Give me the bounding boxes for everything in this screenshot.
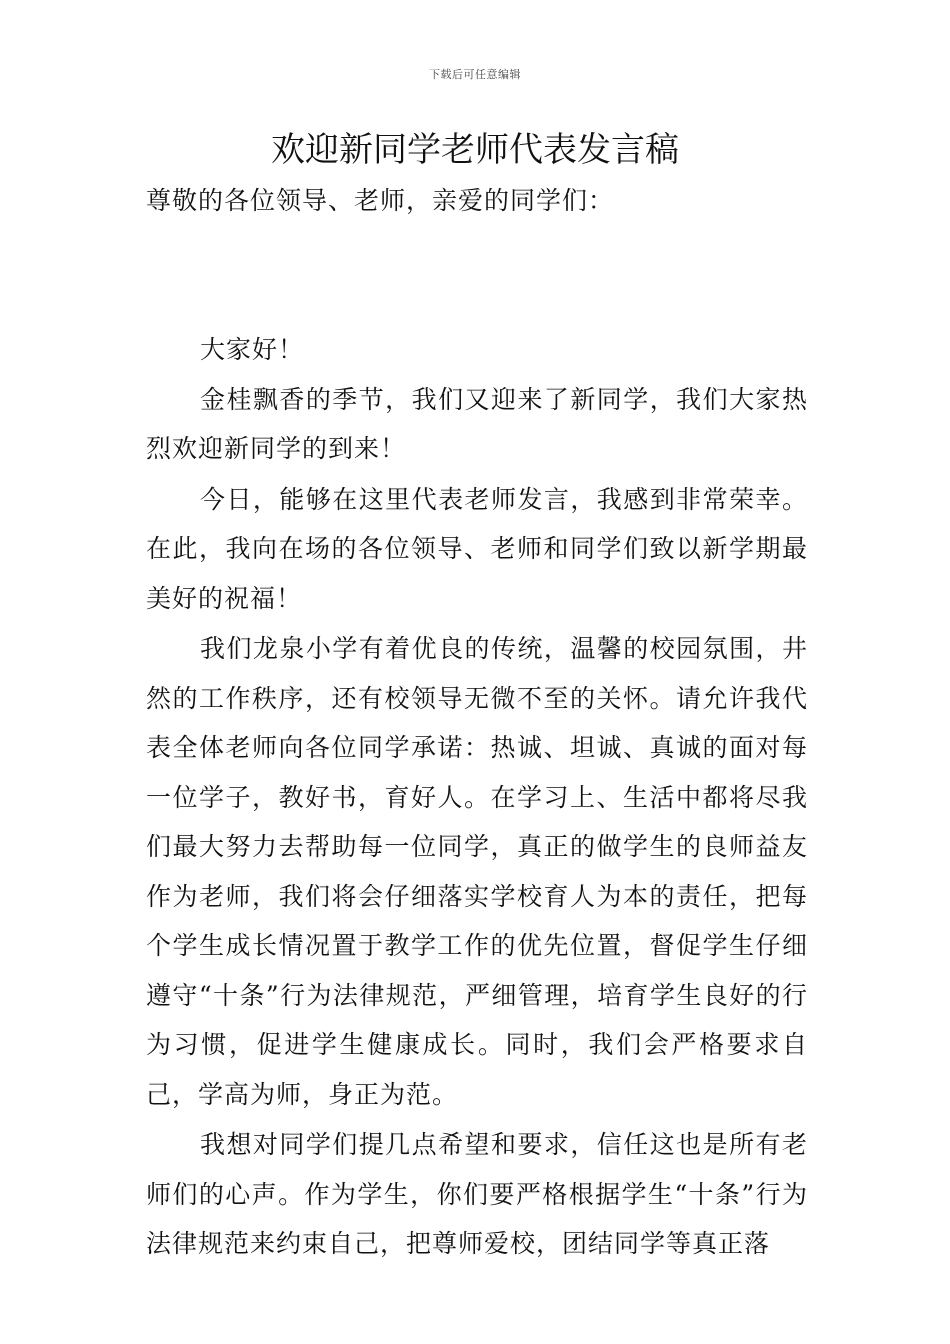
paragraph: 今日，能够在这里代表老师发言，我感到非常荣幸。在此，我向在场的各位领导、老师和同学们致以新学期最美好的祝福！: [146, 484, 808, 613]
header-note: 下载后可任意编辑: [429, 68, 521, 81]
document-body: [146, 176, 808, 1269]
greeting: 大家好！: [200, 335, 305, 364]
salutation: 尊敬的各位领导、老师，亲爱的同学们：: [146, 186, 615, 215]
paragraph: 我们龙泉小学有着优良的传统，温馨的校园氛围，井然的工作秩序，还有校领导无微不至的关怀。请允许我代表全体老师向各位同学承诺：热诚、坦诚、真诚的面对每一位学子，教好书，育好人。在学习上、生活中都将尽我们最大努力去帮助每一位同学，真正的做学生的良师益友作为老师，我们将会仔细落实学校育人为本的责任，把每个学生成长情况置于教学工作的优先位置，督促学生仔细遵守“十条”行为法律规范，严细管理，培育学生良好的行为习惯，促进学生健康成长。同时，我们会严格要求自己，学高为师，身正为范。: [146, 634, 808, 1109]
paragraph: 我想对同学们提几点希望和要求，信任这也是所有老师们的心声。作为学生，你们要严格根据学生“十条”行为法律规范来约束自己，把尊师爱校，团结同学等真正落: [146, 1130, 808, 1258]
document-title: 欢迎新同学老师代表发言稿: [271, 130, 679, 170]
paragraph: 金桂飘香的季节，我们又迎来了新同学，我们大家热烈欢迎新同学的到来！: [146, 384, 808, 463]
